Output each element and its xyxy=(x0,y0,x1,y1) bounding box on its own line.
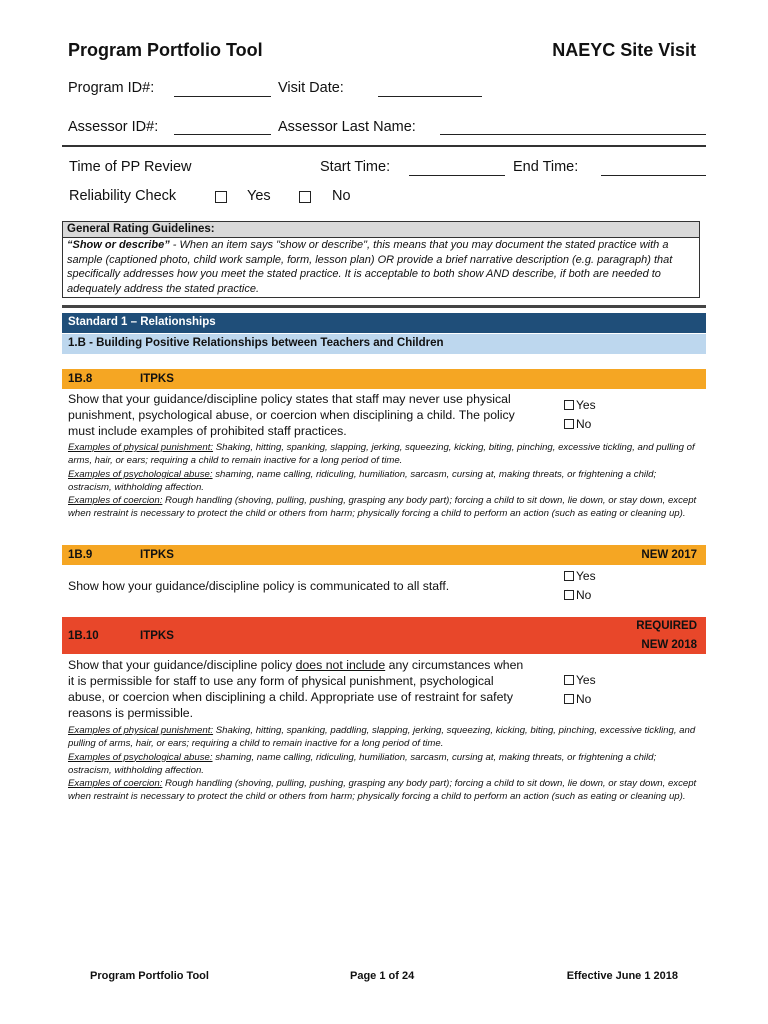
example-label: Examples of psychological abuse: xyxy=(68,751,213,763)
example-text: shaming, name calling, ridiculing, humiliation, sarcasm, cursing at, making threats, or frightening a child; ostracism, withholding affection. xyxy=(68,468,657,493)
effective-date: Effective June 1 2018 xyxy=(566,970,678,982)
visit-date-label: Visit Date: xyxy=(278,80,344,96)
item-1b9-yes-option[interactable] xyxy=(564,567,596,586)
end-time-field[interactable] xyxy=(601,175,706,176)
item-code: 1B.8 xyxy=(68,373,93,385)
example-label: Examples of physical punishment: xyxy=(68,442,214,453)
item-code: 1B.9 xyxy=(68,549,93,561)
assessor-last-name-field[interactable] xyxy=(440,134,706,135)
item-ages: ITPKS xyxy=(140,549,174,561)
item-1b10-examples xyxy=(68,724,702,804)
item-1b9-no-option[interactable] xyxy=(564,586,596,605)
standard-subtitle: 1.B - Building Positive Relationships between Teachers and Children xyxy=(68,337,444,349)
example-text: Rough handling (shoving, pulling, pushing, grasping any body part); forcing a child to sit down, lie down, or stay down, except when restraint is necessary to protect the child or others from harm; physically forcing a child to perform an action (such as eating or cleaning up). xyxy=(68,778,697,803)
no-label: No xyxy=(576,588,592,602)
standard-title: Standard 1 – Relationships xyxy=(68,316,216,328)
example-text: Shaking, hitting, spanking, slapping, jerking, squeezing, kicking, biting, pinching, excessive tickling, and pulling of arms, hair, or ears; requiring a child to remain inactive for a long period of time. xyxy=(68,442,695,467)
example-text: Shaking, hitting, spanking, paddling, slapping, jerking, squeezing, kicking, biting, pinching, excessive tickling, and pulling of arms, hair, or ears; requiring a child to remain inactive for a long period of time. xyxy=(68,725,696,750)
example-label: Examples of psychological abuse: xyxy=(68,468,213,480)
item-1b10-bar xyxy=(62,617,706,654)
checkbox-icon xyxy=(564,571,574,581)
guidelines-body: - When an item says "show or describe", this means that you may document the stated practice with a sample (captioned photo, child work sample, form, lesson plan) OR provide a brief narrative description (e.g. paragraph) that specifically addresses how you meet the stated practice. It is acceptable to both show AND describe, if both are needed to adequately address the stated practice. xyxy=(67,239,673,296)
item-1b10-yes-option[interactable] xyxy=(564,671,596,690)
yes-label: Yes xyxy=(576,673,596,687)
item-1b10-answer xyxy=(564,671,596,709)
header-divider xyxy=(62,145,706,147)
example-label: Examples of coercion: xyxy=(68,778,163,790)
page-title: Program Portfolio Tool xyxy=(68,40,263,60)
item-1b9-bar xyxy=(62,545,706,565)
yes-label: Yes xyxy=(576,569,596,583)
reliability-yes-label: Yes xyxy=(247,188,271,204)
item-new-tag: NEW 2018 xyxy=(641,639,697,651)
yes-label: Yes xyxy=(576,398,596,412)
assessor-id-field[interactable] xyxy=(174,134,271,135)
reliability-yes-checkbox[interactable] xyxy=(215,190,227,208)
item-1b8-no-option[interactable] xyxy=(564,415,596,434)
example-text: shaming, name calling, ridiculing, humiliation, sarcasm, cursing at, making threats, or frightening a child; ostracism, withholding affection. xyxy=(68,751,657,776)
item-1b10-no-option[interactable] xyxy=(564,690,596,709)
item-1b8-bar xyxy=(62,369,706,389)
footer-title: Program Portfolio Tool xyxy=(90,970,209,982)
example-label: Examples of coercion: xyxy=(68,495,163,507)
checkbox-icon xyxy=(564,400,574,410)
item-ages: ITPKS xyxy=(140,373,174,385)
end-time-label: End Time: xyxy=(513,159,579,175)
item-ages: ITPKS xyxy=(140,630,174,642)
reliability-no-label: No xyxy=(332,188,351,204)
visit-date-field[interactable] xyxy=(378,96,482,97)
program-id-field[interactable] xyxy=(174,96,271,97)
standard-header-bar xyxy=(62,313,706,333)
guidelines-text xyxy=(63,238,699,297)
guidelines-heading: General Rating Guidelines: xyxy=(63,222,699,238)
item-1b8-text: Show that your guidance/discipline policy states that staff may never use physical punishment, psychological abuse, or coercion when disciplining a child. The policy must include examples of prohibited staff practices. xyxy=(68,392,515,438)
start-time-label: Start Time: xyxy=(320,159,391,175)
rating-guidelines-box xyxy=(62,221,700,298)
item-1b8-examples xyxy=(68,441,702,521)
example-text: Rough handling (shoving, pulling, pushing, grasping any body part); forcing a child to sit down, lie down, or stay down, except when restraint is necessary to protect the child or others from harm; physically forcing a child to perform an action (such as eating or cleaning up). xyxy=(68,495,697,520)
no-label: No xyxy=(576,692,592,706)
page-number: Page 1 of 24 xyxy=(350,970,415,982)
assessor-id-label: Assessor ID#: xyxy=(68,119,159,135)
item-code: 1B.10 xyxy=(68,630,99,642)
item-1b8-answer xyxy=(564,396,596,434)
guidelines-divider xyxy=(62,305,706,308)
checkbox-icon xyxy=(564,419,574,429)
guidelines-term: “Show or describe” xyxy=(67,239,170,251)
no-label: No xyxy=(576,417,592,431)
item-1b9-text: Show how your guidance/discipline policy is communicated to all staff. xyxy=(68,579,450,593)
item-1b8-yes-option[interactable] xyxy=(564,396,596,415)
reliability-no-checkbox[interactable] xyxy=(299,190,311,208)
program-id-label: Program ID#: xyxy=(68,80,155,96)
reliability-check-label: Reliability Check xyxy=(69,188,177,204)
item-1b9-answer xyxy=(564,567,596,605)
checkbox-icon xyxy=(564,590,574,600)
standard-subtitle-bar xyxy=(62,334,706,354)
site-visit-title: NAEYC Site Visit xyxy=(552,40,696,60)
example-label: Examples of physical punishment: xyxy=(68,725,214,736)
assessor-last-name-label: Assessor Last Name: xyxy=(278,119,416,135)
item-text-part: any circumstances when it is permissible for staff to use any form of physical punishment, psychological abuse, or coercion when disciplining a child. Appropriate use of restraint for safety reasons is permissible. xyxy=(68,658,524,720)
checkbox-icon xyxy=(564,694,574,704)
time-of-review-label: Time of PP Review xyxy=(69,159,192,175)
item-text-emphasis: does not include xyxy=(295,658,386,672)
item-1b10-text xyxy=(68,657,528,721)
item-tag: NEW 2017 xyxy=(641,549,697,561)
item-required-tag: REQUIRED xyxy=(636,620,697,632)
checkbox-icon xyxy=(564,675,574,685)
item-text-part: Show that your guidance/discipline policy xyxy=(68,658,296,672)
start-time-field[interactable] xyxy=(409,175,505,176)
